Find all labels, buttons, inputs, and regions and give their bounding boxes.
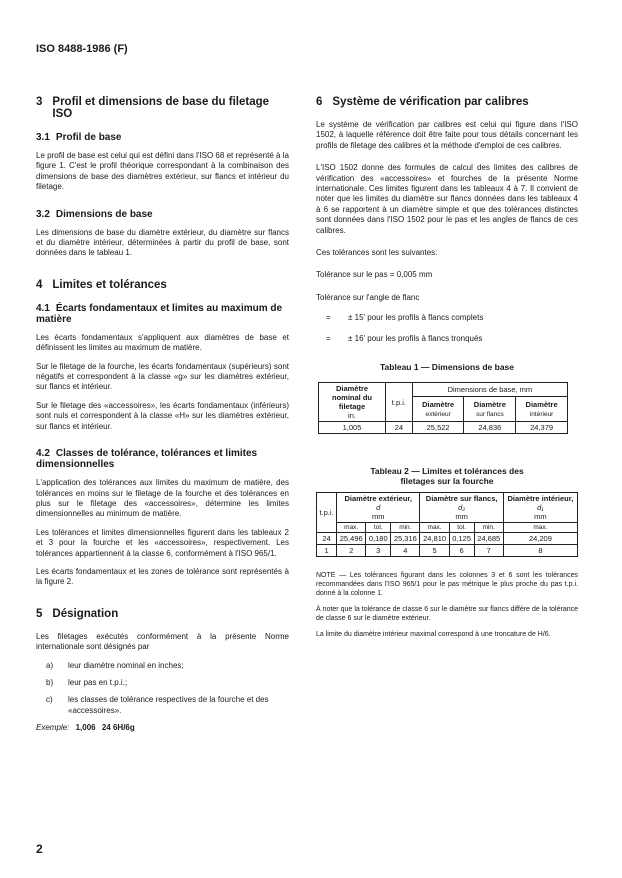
table-header: Diamètre extérieur, d mm (337, 493, 420, 523)
table-header: Diamètre nominal du filetage in. (319, 383, 386, 422)
list-item: b) leur pas en t.p.i.; (46, 677, 128, 687)
table-header: t.p.i. (386, 383, 413, 422)
left-column (36, 96, 289, 732)
list-item: a) leur diamètre nominal en inches; (46, 660, 184, 670)
section-4-heading: 4 Limites et tolérances (36, 278, 167, 291)
table-header: Dimensions de base, mm (412, 383, 567, 397)
section-3-2-text: Les dimensions de base du diamètre extérieur, du diamètre sur flancs et du diamètre intérieur, déterminées à partir du profil de base, sont données dans le tableau 1. (36, 227, 289, 258)
section-4-2-text-1: L'application des tolérances aux limites du maximum de matière, des tolérances en moins sur le filetage de la fourche et des tolérances en plus sur le filetage des «accessoires», détermine les limites dimensionnelles au minimum de matière. (36, 478, 289, 519)
table-header: t.p.i. (317, 493, 337, 533)
table-note-2: À noter que la tolérance de classe 6 sur le diamètre sur flancs diffère de la tolérance de classe 6 sur le diamètre extérieur. (316, 606, 578, 623)
section-6-heading: 6 Système de vérification par calibres (316, 96, 529, 108)
table-row: 24 25,496 0,180 25,316 24,810 0,125 24,685 24,209 (317, 533, 578, 545)
section-4-1-text-1: Les écarts fondamentaux s'appliquent aux diamètres de base et définissent les limites au maximum de matière. (36, 332, 289, 353)
page-number: 2 (36, 842, 43, 856)
section-6-text-3: Ces tolérances sont les suivantes: (316, 248, 438, 258)
table-header: Diamètre sur flancs (464, 397, 516, 422)
section-4-1-heading: 4.1 Écarts fondamentaux et limites au maximum de matière (36, 302, 283, 325)
list-item: = ± 15' pour les profils à flancs complets (326, 313, 484, 323)
section-3-1-text: Le profil de base est celui qui est défini dans l'ISO 68 et représenté à la figure 1. C'est le profil théorique correspondant à la combinaison des dimensions de base des diamètres extérieur, sur flancs et intérieur du filetage. (36, 151, 289, 192)
section-4-1-text-2: Sur le filetage de la fourche, les écarts fondamentaux (supérieurs) sont négatifs et correspondent à la classe «g» sur les diamètres extérieur, sur flancs et intérieur. (36, 361, 289, 392)
section-5-intro: Les filetages exécutés conformément à la présente Norme internationale sont désignés par (36, 631, 289, 652)
table-2-title: Tableau 2 — Limites et tolérances des filetages sur la fourche (370, 466, 524, 487)
table-header: Diamètre sur flancs, d₂ mm (420, 493, 503, 523)
designation-example: Exemple: 1,006 24 6H/6g (36, 723, 135, 733)
right-column (316, 96, 578, 646)
table-header: Diamètre intérieur, d₁ mm (503, 493, 577, 523)
table-2: t.p.i. Diamètre extérieur, d mm Diamètre sur flancs, d₂ mm Diamètre intérieur, d₁ mm max. tol. min. max. tol. min. max. 24 25,496 0,180 25,316 24,810 0,125 24,685 24,209 1 2 3 4 5 6 7 8 (316, 492, 578, 557)
section-3-1-heading: 3.1 Profil de base (36, 132, 122, 143)
page-header: ISO 8488-1986 (F) (36, 43, 128, 55)
table-header: Diamètre intérieur (516, 397, 568, 422)
table-row: 1 2 3 4 5 6 7 8 (317, 545, 578, 557)
table-header: Diamètre extérieur (412, 397, 464, 422)
pitch-tolerance: Tolérance sur le pas = 0,005 mm (316, 270, 433, 280)
section-4-2-heading: 4.2 Classes de tolérance, tolérances et limites dimensionnelles (36, 448, 258, 471)
section-5-heading: 5 Désignation (36, 607, 119, 620)
section-4-2-text-2: Les tolérances et limites dimensionnelles figurent dans les tableaux 2 et 3 pour la fourche et les «accessoires», respectivement. Les tolérances appartiennent à la classe 6, conformément à l'ISO 965/1. (36, 527, 289, 558)
table-note: NOTE — Les tolérances figurant dans les colonnes 3 et 6 sont les tolérances recommandées dans l'ISO 965/1 pour le pas métrique le plus proche du pas t.p.i. donné à la colonne 1. (316, 572, 578, 598)
section-4-2-text-3: Les écarts fondamentaux et les zones de tolérance sont représentés à la figure 2. (36, 566, 289, 587)
flank-angle-tolerance: Tolérance sur l'angle de flanc (316, 292, 420, 302)
table-note-3: La limite du diamètre intérieur maximal correspond à une troncature de H/6. (316, 631, 551, 639)
list-item: c) les classes de tolérance respectives de la fourche et des «accessoires». (46, 695, 269, 715)
section-4-1-text-3: Sur le filetage des «accessoires», les écarts fondamentaux (inférieurs) sont nuls et correspondent à la classe «H» sur les diamètres extérieur, sur flancs et intérieur. (36, 400, 289, 431)
table-1 (318, 382, 568, 434)
section-3-heading: 3 Profil et dimensions de base du filetage ISO (36, 96, 270, 120)
table-1-title: Tableau 1 — Dimensions de base (380, 362, 514, 373)
list-item: = ± 16' pour les profils à flancs tronqués (326, 333, 483, 343)
table-row: 1,005 24 25,522 24,836 24,379 (319, 422, 568, 434)
section-6-text-1: Le système de vérification par calibres est celui qui figure dans l'ISO 1502, à laquelle référence doit être faite pour tous détails concernant les profils de filetage des calibres et la méthode d'emploi de ces calibres. (316, 120, 578, 150)
section-6-text-2: L'ISO 1502 donne des formules de calcul des limites des calibres de vérification des «accessoires» et fourches de la présente Norme internationale. Ces limites figurent dans les tableaux 4 à 7. Il convient de noter que les limites du diamètre sur flancs données dans les tableaux 4 à 6 se rapportent à un diamètre simple et que des tolérances distinctes sont données dans l'ISO 1502 pour le pas et les angles de flancs de ces calibres. (316, 163, 578, 235)
section-3-2-heading: 3.2 Dimensions de base (36, 208, 153, 220)
